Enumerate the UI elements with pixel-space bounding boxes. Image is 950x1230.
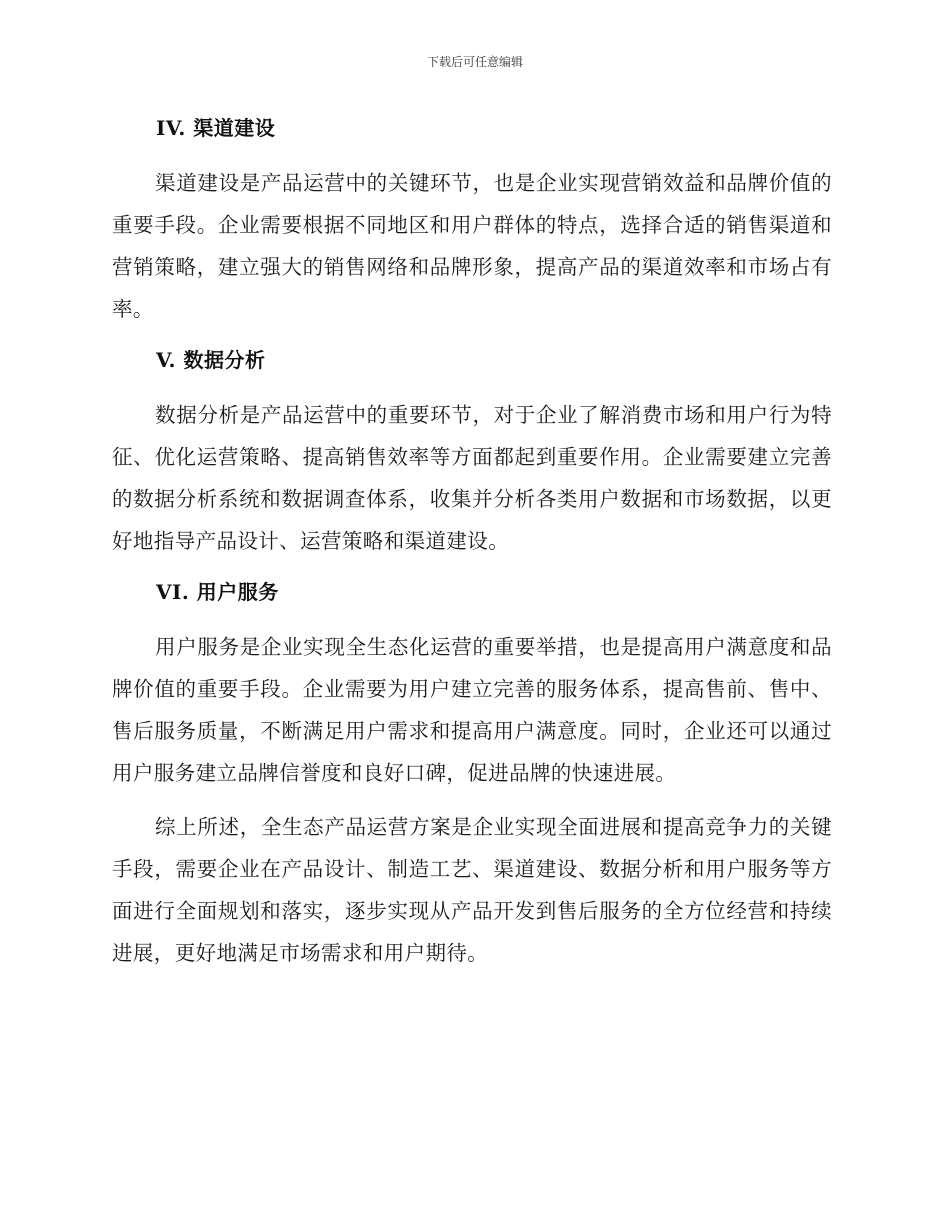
section-heading-user-service: VI. 用户服务 xyxy=(156,580,279,604)
section-heading-data-analysis: V. 数据分析 xyxy=(156,348,266,372)
document-body xyxy=(112,110,832,974)
paragraph-data-analysis: 数据分析是产品运营中的重要环节，对于企业了解消费市场和用户行为特征、优化运营策略、提高销售效率等方面都起到重要作用。企业需要建立完善的数据分析系统和数据调查体系，收集并分析各类用户数据和市场数据，以更好地指导产品设计、运营策略和渠道建设。 xyxy=(112,403,832,553)
paragraph-channel: 渠道建设是产品运营中的关键环节，也是企业实现营销效益和品牌价值的重要手段。企业需要根据不同地区和用户群体的特点，选择合适的销售渠道和营销策略，建立强大的销售网络和品牌形象，提高产品的渠道效率和市场占有率。 xyxy=(112,171,832,321)
section-heading-channel: IV. 渠道建设 xyxy=(156,116,276,140)
page-header: 下载后可任意编辑 xyxy=(426,55,523,69)
paragraph-user-service: 用户服务是企业实现全生态化运营的重要举措，也是提高用户满意度和品牌价值的重要手段。企业需要为用户建立完善的服务体系，提高售前、售中、售后服务质量，不断满足用户需求和提高用户满意度。同时，企业还可以通过用户服务建立品牌信誉度和良好口碑，促进品牌的快速进展。 xyxy=(112,635,832,785)
paragraph-conclusion: 综上所述，全生态产品运营方案是企业实现全面进展和提高竞争力的关键手段，需要企业在产品设计、制造工艺、渠道建设、数据分析和用户服务等方面进行全面规划和落实，逐步实现从产品开发到售后服务的全方位经营和持续进展，更好地满足市场需求和用户期待。 xyxy=(112,815,832,965)
